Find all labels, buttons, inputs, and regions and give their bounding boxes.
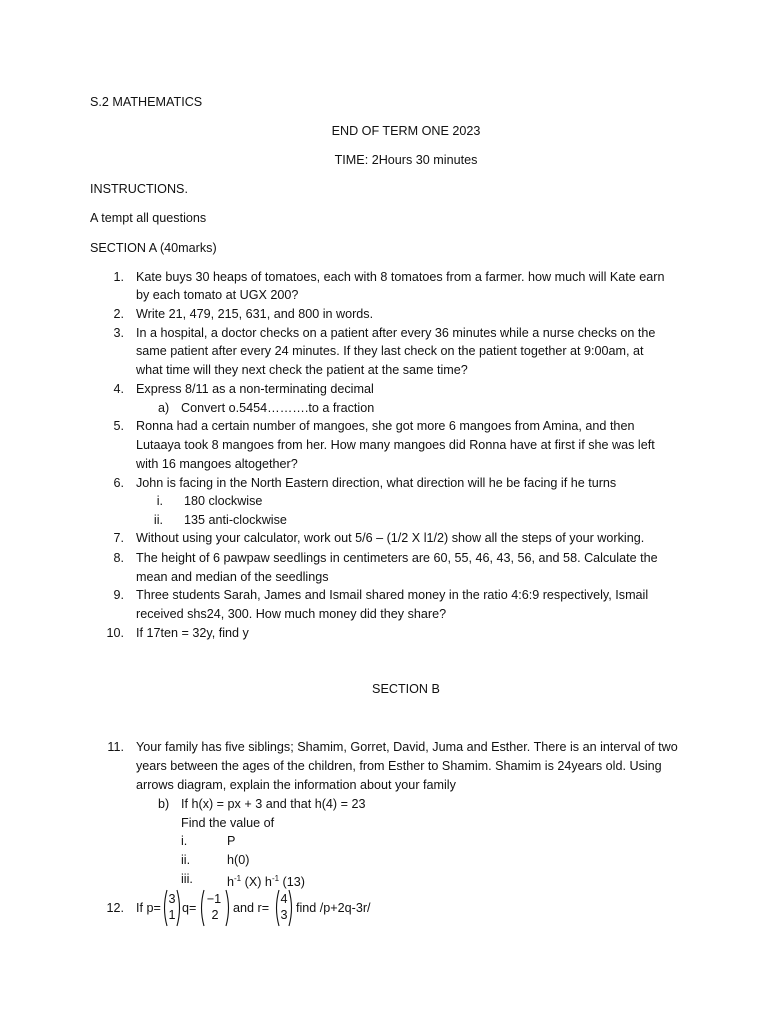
question-text: Three students Sarah, James and Ismail shared money in the ratio 4:6:9 respectively, Ismail bbox=[136, 588, 649, 602]
question-text: by each tomato at UGX 200? bbox=[136, 288, 299, 302]
question-number: 5. bbox=[113, 419, 124, 433]
section-b-heading: SECTION B bbox=[372, 682, 440, 696]
question-text: Kate buys 30 heaps of tomatoes, each with 8 tomatoes from a farmer. how much will Kate earn bbox=[136, 270, 665, 284]
sub-question-text: Find the value of bbox=[181, 816, 275, 830]
sub-question-text: Convert o.5454……….to a fraction bbox=[181, 401, 375, 415]
question-text: Without using your calculator, work out 5/6 – (1/2 X l1/2) show all the steps of your working. bbox=[136, 531, 645, 545]
inverse-function-mid: (X) h bbox=[241, 875, 272, 889]
part-mark: ii. bbox=[181, 853, 191, 867]
part-text: P bbox=[227, 834, 236, 848]
question-text: The height of 6 pawpaw seedlings in centimeters are 60, 55, 46, 43, 56, and 58. Calculate the bbox=[136, 551, 658, 565]
vector-component: 3 bbox=[168, 892, 176, 906]
question-number: 2. bbox=[113, 307, 124, 321]
subject-title: S.2 MATHEMATICS bbox=[90, 95, 203, 109]
question-number: 3. bbox=[113, 326, 124, 340]
vector-component: 4 bbox=[280, 892, 288, 906]
vector-q bbox=[198, 888, 232, 928]
question-text: Ronna had a certain number of mangoes, she got more 6 mangoes from Amina, and then bbox=[136, 419, 635, 433]
vector-component: −1 bbox=[206, 892, 222, 906]
part-text: h(0) bbox=[227, 853, 250, 867]
question-text: received shs24, 300. How much money did they share? bbox=[136, 607, 447, 621]
question-number: 4. bbox=[113, 382, 124, 396]
section-a-heading: SECTION A (40marks) bbox=[90, 241, 217, 255]
inverse-function-h: h bbox=[227, 875, 235, 889]
vector-component: 1 bbox=[168, 908, 176, 922]
sub-question-mark: b) bbox=[158, 797, 170, 811]
question-number: 11. bbox=[107, 740, 124, 754]
question-text: Write 21, 479, 215, 631, and 800 in words. bbox=[136, 307, 374, 321]
superscript: -1 bbox=[234, 874, 242, 883]
question-text: arrows diagram, explain the information about your family bbox=[136, 778, 456, 792]
question-text: Lutaaya took 8 mangoes from her. How many mangoes did Ronna have at first if she was left bbox=[136, 438, 655, 452]
vector-r bbox=[273, 888, 295, 928]
question-text: mean and median of the seedlings bbox=[136, 570, 329, 584]
question-number: 10. bbox=[106, 626, 124, 640]
vector-component: 3 bbox=[280, 908, 288, 922]
instructions-heading: INSTRUCTIONS. bbox=[90, 182, 188, 196]
question-text: In a hospital, a doctor checks on a patient after every 36 minutes while a nurse checks on the bbox=[136, 326, 656, 340]
part-mark: iii. bbox=[181, 872, 193, 886]
question-text: find /p+2q-3r/ bbox=[296, 901, 371, 915]
question-text: q= bbox=[182, 901, 197, 915]
exam-title: END OF TERM ONE 2023 bbox=[331, 124, 481, 138]
sub-question-mark: ii. bbox=[153, 513, 163, 527]
question-number: 6. bbox=[113, 476, 124, 490]
question-text: Your family has five siblings; Shamim, Gorret, David, Juma and Esther. There is an interval of two bbox=[136, 740, 678, 754]
question-text: Express 8/11 as a non-terminating decimal bbox=[136, 382, 374, 396]
instruction-text: A tempt all questions bbox=[90, 211, 207, 225]
question-text: If p= bbox=[136, 901, 161, 915]
vector-component: 2 bbox=[211, 908, 219, 922]
part-mark: i. bbox=[181, 834, 188, 848]
question-number: 8. bbox=[113, 551, 124, 565]
exam-time: TIME: 2Hours 30 minutes bbox=[334, 153, 478, 167]
question-number: 9. bbox=[113, 588, 124, 602]
sub-question-mark: i. bbox=[156, 494, 163, 508]
question-number: 12. bbox=[106, 901, 124, 915]
question-text: what time will they next check the patient at the same time? bbox=[136, 363, 468, 377]
question-text: same patient after every 24 minutes. If they last check on the patient together at 9:00am, at bbox=[136, 344, 644, 358]
question-text: years between the ages of the children, from Esther to Shamim. Shamim is 24years old. Using bbox=[136, 759, 662, 773]
question-text: and r= bbox=[233, 901, 270, 915]
superscript: -1 bbox=[271, 874, 280, 883]
question-text: with 16 mangoes altogether? bbox=[136, 457, 298, 471]
sub-question-text: 135 anti-clockwise bbox=[184, 513, 287, 527]
sub-question-text: If h(x) = px + 3 and that h(4) = 23 bbox=[181, 797, 366, 811]
sub-question-mark: a) bbox=[158, 401, 170, 415]
inverse-function-post: (13) bbox=[279, 875, 305, 889]
vector-p bbox=[161, 888, 183, 928]
question-text: John is facing in the North Eastern direction, what direction will he be facing if he turns bbox=[136, 476, 617, 490]
question-number: 1. bbox=[113, 270, 124, 284]
question-text: If 17ten = 32y, find y bbox=[136, 626, 249, 640]
question-number: 7. bbox=[113, 531, 124, 545]
sub-question-text: 180 clockwise bbox=[184, 494, 263, 508]
